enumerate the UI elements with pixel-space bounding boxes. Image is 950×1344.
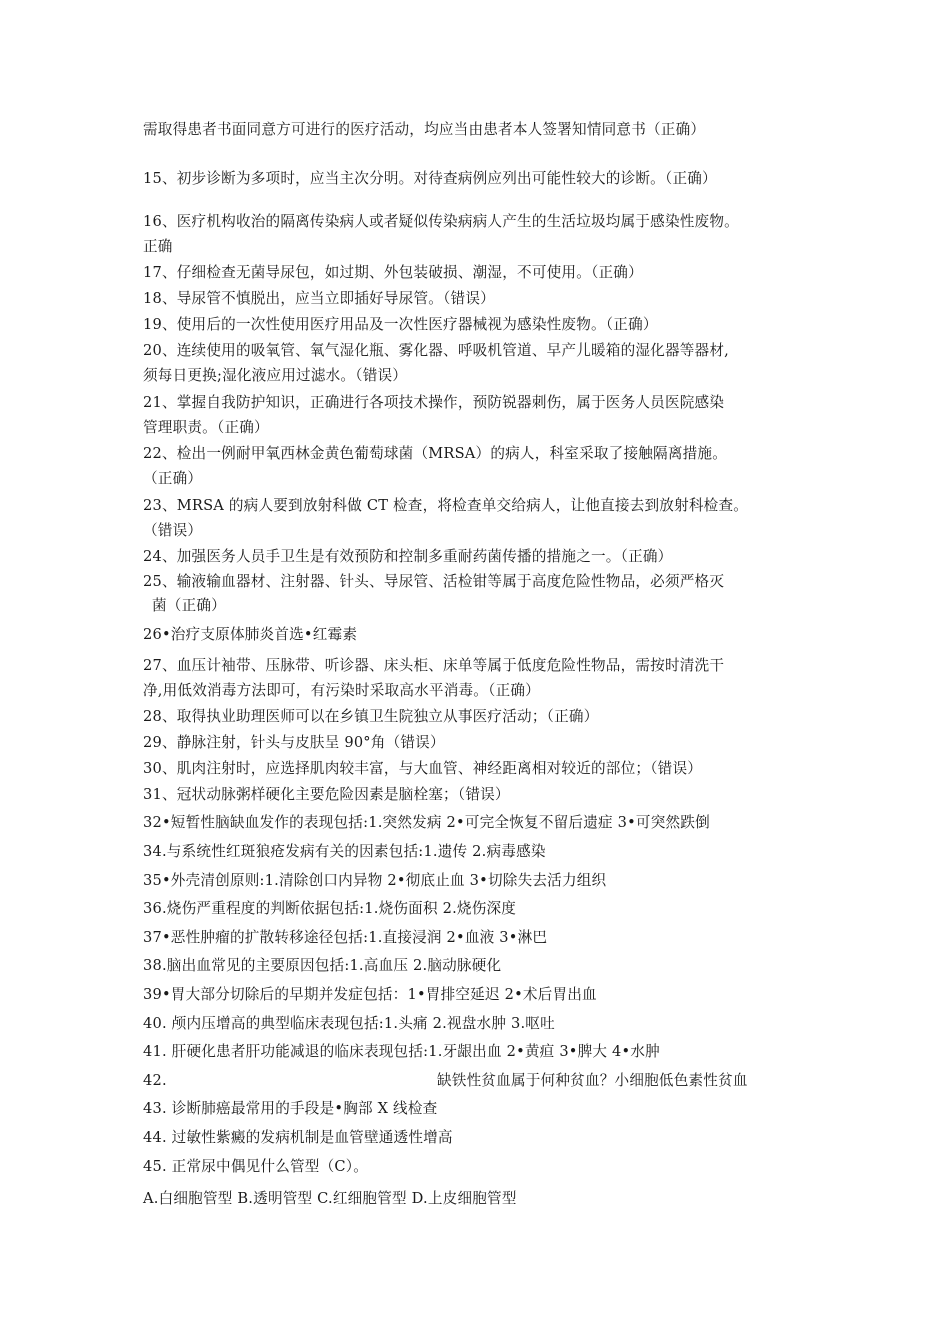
text-line: 39•胃大部分切除后的早期并发症包括：1•胃排空延迟 2•术后胃出血 [143,986,597,1003]
text-line: 正确 [143,238,173,255]
text-line: 需取得患者书面同意方可进行的医疗活动，均应当由患者本人签署知情同意书（正确） [143,121,706,138]
text-line: 45. 正常尿中偶见什么管型（C）。 [143,1158,369,1175]
text-line: （错误） [143,522,203,539]
text-line: 25、输液输血器材、注射器、针头、导尿管、活检钳等属于高度危险性物品，必须严格灭 [143,573,725,590]
text-line: 35•外壳清创原则:1.清除创口内异物 2•彻底止血 3•切除失去活力组织 [143,872,607,889]
text-line: 31、冠状动脉粥样硬化主要危险因素是脑栓塞；（错误） [143,786,510,803]
text-line: 28、取得执业助理医师可以在乡镇卫生院独立从事医疗活动；（正确） [143,708,599,725]
text-line: 24、加强医务人员手卫生是有效预防和控制多重耐药菌传播的措施之一。（正确） [143,548,673,565]
text-line: 43. 诊断肺癌最常用的手段是•胸部 X 线检查 [143,1100,438,1117]
text-line: 管理职责。（正确） [143,419,269,436]
text-line: 32•短暂性脑缺血发作的表现包括:1.突然发病 2•可完全恢复不留后遗症 3•可突然跌倒 [143,814,710,831]
text-line: 20、连续使用的吸氧管、氧气湿化瓶、雾化器、呼吸机管道、早产儿暖箱的湿化器等器材, [143,342,729,359]
text-line: 菌（正确） [152,597,226,614]
text-line: 15、初步诊断为多项时，应当主次分明。对待查病例应列出可能性较大的诊断。（正确） [143,170,717,187]
text-line: 34.与系统性红斑狼疮发病有关的因素包括:1.遗传 2.病毒感染 [143,843,546,860]
text-line: 21、掌握自我防护知识，正确进行各项技术操作，预防锐器刺伤，属于医务人员医院感染 [143,394,725,411]
text-line: 37•恶性肿瘤的扩散转移途径包括:1.直接浸润 2•血液 3•淋巴 [143,929,548,946]
text-line: 23、MRSA 的病人要到放射科做 CT 检查，将检查单交给病人，让他直接去到放射科检查。 [143,497,749,514]
text-line: 38.脑出血常见的主要原因包括:1.高血压 2.脑动脉硬化 [143,957,502,974]
text-line: 41. 肝硬化患者肝功能减退的临床表现包括:1.牙龈出血 2•黄疸 3•脾大 4•水肿 [143,1043,660,1060]
text-line: 29、静脉注射，针头与皮肤呈 90°角（错误） [143,734,445,751]
text-line: 42. [143,1072,167,1089]
text-line: （正确） [143,470,203,487]
text-line: 19、使用后的一次性使用医疗用品及一次性医疗器械视为感染性废物。（正确） [143,316,658,333]
text-line: 18、导尿管不慎脱出，应当立即插好导尿管。（错误） [143,290,495,307]
text-line: 30、肌肉注射时，应选择肌肉较丰富，与大血管、神经距离相对较近的部位；（错误） [143,760,703,777]
text-line: 26•治疗支原体肺炎首选•红霉素 [143,626,358,643]
text-line: 44. 过敏性紫癜的发病机制是血管壁通透性增高 [143,1129,453,1146]
text-line: 27、血压计袖带、压脉带、听诊器、床头柜、床单等属于低度危险性物品，需按时清洗干 [143,657,725,674]
text-line: 净,用低效消毒方法即可，有污染时采取高水平消毒。（正确） [143,682,540,699]
text-line: 16、医疗机构收治的隔离传染病人或者疑似传染病病人产生的生活垃圾均属于感染性废物。 [143,213,739,230]
text-line: A.白细胞管型 B.透明管型 C.红细胞管型 D.上皮细胞管型 [143,1190,517,1207]
text-line: 40. 颅内压增高的典型临床表现包括:1.头痛 2.视盘水肿 3.呕吐 [143,1015,555,1032]
text-line: 须每日更换;湿化液应用过滤水。（错误） [143,367,408,384]
text-line: 缺铁性贫血属于何种贫血？小细胞低色素性贫血 [437,1072,748,1089]
text-line: 36.烧伤严重程度的判断依据包括:1.烧伤面积 2.烧伤深度 [143,900,517,917]
text-line: 17、仔细检查无菌导尿包，如过期、外包装破损、潮湿，不可使用。（正确） [143,264,643,281]
text-line: 22、检出一例耐甲氧西林金黄色葡萄球菌（MRSA）的病人，科室采取了接触隔离措施。 [143,445,728,462]
